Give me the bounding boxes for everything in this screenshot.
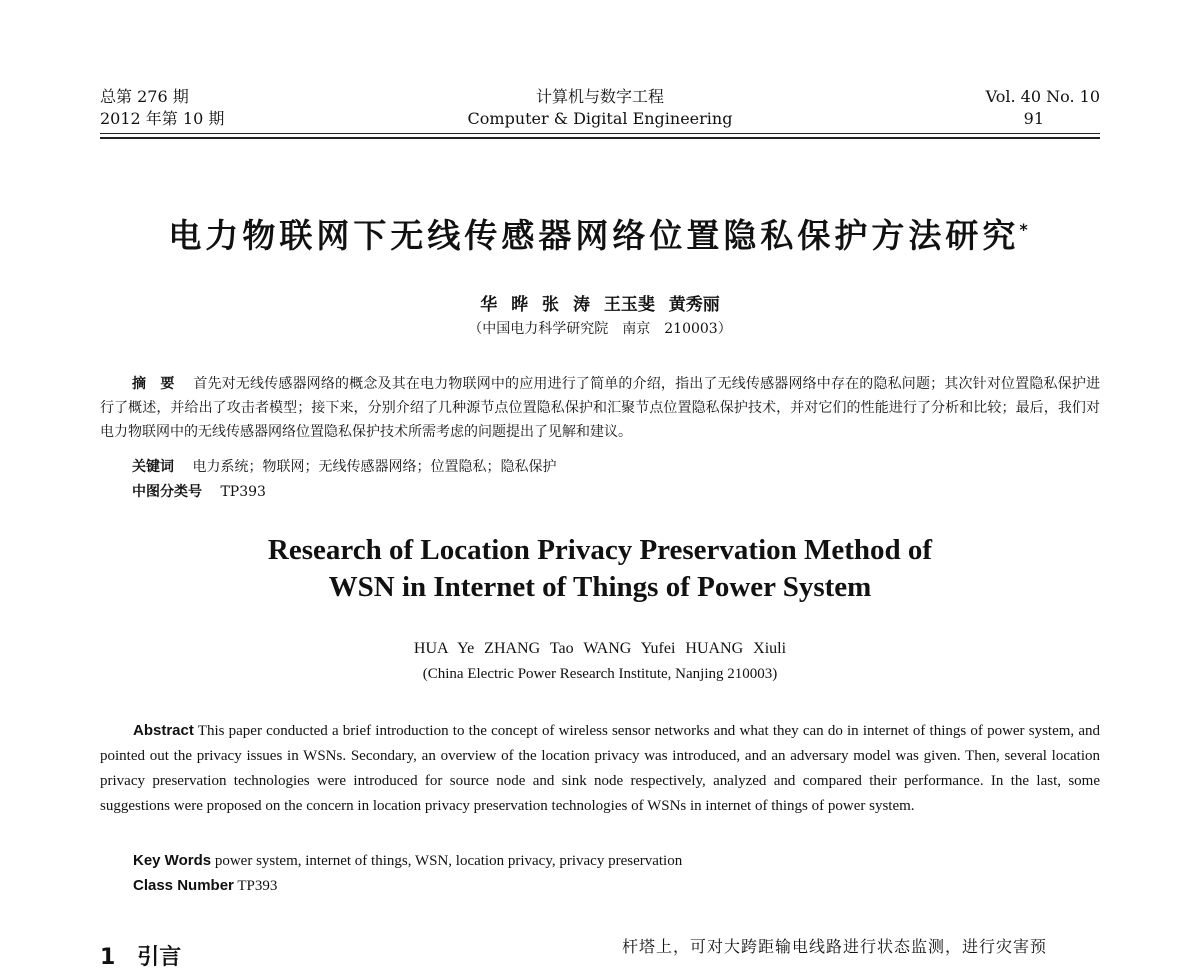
page-number: 91 xyxy=(1023,109,1044,128)
volume-info xyxy=(986,86,1100,130)
chinese-class-label: 中图分类号 xyxy=(132,484,202,500)
english-abstract-text: This paper conducted a brief introduction to the concept of wireless sensor networks and what they can do in internet of things of power system, and pointed out the privacy issues in WSNs. Secondary, an overview of the location privacy was introduced, and an adversary model was given. Then, several location privacy preservation technologies were introduced for source node and sink node respectively, analyzed and compared their performance. In the last, some suggestions were proposed on the concern in location privacy preservation technologies of WSNs in internet of things of power system. xyxy=(100,723,1100,814)
right-column-text: 杆塔上，可对大跨距输电线路进行状态监测，进行灾害预 xyxy=(622,937,1048,956)
volume-number: Vol. 40 No. 10 xyxy=(985,87,1100,106)
english-title xyxy=(0,532,1200,606)
header-rule-thick xyxy=(100,137,1100,139)
chinese-title-text: 电力物联网下无线传感器网络位置隐私保护方法研究 xyxy=(168,216,1020,255)
issue-total: 总第 276 期 xyxy=(100,87,189,106)
english-title-line1: Research of Location Privacy Preservation Method of xyxy=(267,534,933,566)
chinese-class-value: TP393 xyxy=(220,484,266,500)
chinese-keywords-text: 电力系统；物联网；无线传感器网络；位置隐私；隐私保护 xyxy=(192,459,557,475)
english-abstract xyxy=(100,718,1100,819)
chinese-class-number xyxy=(132,481,266,501)
journal-name-cn: 计算机与数字工程 xyxy=(535,87,664,106)
english-keywords-text: power system, internet of things, WSN, location privacy, privacy preservation xyxy=(214,853,683,869)
chinese-keywords xyxy=(132,456,556,476)
chinese-title xyxy=(0,210,1200,257)
english-class-label: Class Number xyxy=(133,877,234,894)
english-affiliation: (China Electric Power Research Institute, Nanjing 210003) xyxy=(422,666,778,682)
journal-name-en: Computer & Digital Engineering xyxy=(467,109,733,128)
issue-year: 2012 年第 10 期 xyxy=(100,109,225,128)
section-heading-introduction: 1 引言 xyxy=(100,945,182,970)
english-keywords xyxy=(133,852,682,870)
english-title-line2: WSN in Internet of Things of Power System xyxy=(328,571,872,603)
chinese-affiliation: （中国电力科学研究院 南京 210003） xyxy=(468,321,732,337)
english-class-value: TP393 xyxy=(237,878,278,894)
english-class-number xyxy=(133,877,277,895)
chinese-abstract-text: 首先对无线传感器网络的概念及其在电力物联网中的应用进行了简单的介绍，指出了无线传感器网络中存在的隐私问题；其次针对位置隐私保护进行了概述，并给出了攻击者模型；接下来，分别介绍了几种源节点位置隐私保护和汇聚节点位置隐私保护技术，并对它们的性能进行了分析和比较；最后，我们对电力物联网中的无线传感器网络位置隐私保护技术所需考虑的问题提出了见解和建议。 xyxy=(100,376,1101,440)
header-rule-thin xyxy=(100,133,1100,134)
english-keywords-label: Key Words xyxy=(133,852,212,869)
chinese-authors: 华 晔 张 涛 王玉斐 黄秀丽 xyxy=(480,295,720,315)
english-abstract-label: Abstract xyxy=(133,722,194,739)
chinese-keywords-label: 关键词 xyxy=(132,459,174,475)
title-footnote-mark: * xyxy=(1019,220,1032,239)
chinese-abstract-label: 摘 要 xyxy=(132,376,175,392)
english-authors: HUA Ye ZHANG Tao WANG Yufei HUANG Xiuli xyxy=(413,640,787,657)
chinese-abstract xyxy=(100,372,1100,444)
